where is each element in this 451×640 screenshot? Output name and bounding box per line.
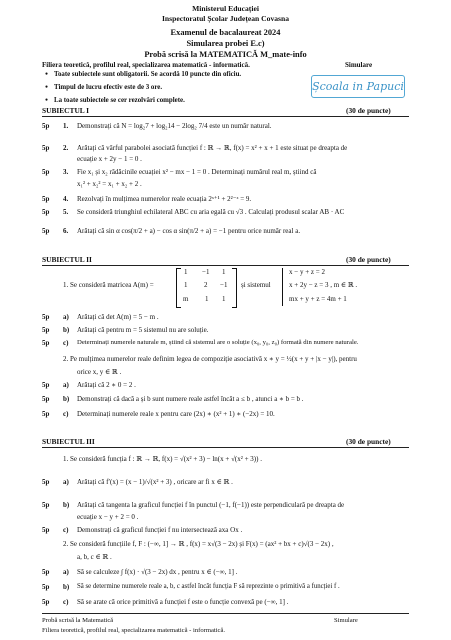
footer-right: Simulare	[334, 617, 358, 624]
question-text: Se consideră triunghiul echilateral ABC cu aria egală cu √3 . Calculați produsul scalar AB · AC	[77, 208, 345, 216]
divider	[42, 265, 409, 266]
question-text: Rezolvați în mulțimea numerelor reale ecuația 2ˣ⁺¹ + 2²⁻ˣ = 9.	[77, 195, 252, 203]
question-number: 2.	[63, 144, 69, 152]
question-text: Determinați numerele naturale m, știind că sistemul are o soluție (x₀, y₀, z₀) formată din numere naturale.	[77, 339, 359, 346]
question-text-cont: x₁² + x₂² = x₁ + x₂ + 2 .	[77, 180, 142, 188]
question-text: Demonstrați că graficul funcției f nu intersectează axa Ox .	[77, 526, 243, 534]
subject-title: Probă scrisă la MATEMATICĂ M_mate-info	[144, 50, 307, 59]
matrix-cell: 2	[204, 281, 208, 289]
question-text: Arătați că pentru m = 5 sistemul nu are soluție.	[77, 326, 209, 334]
system-eq: mx + y + z = 4m + 1	[289, 295, 347, 303]
question-number: a)	[63, 313, 69, 321]
question-text: Arătați că det A(m) = 5 − m .	[77, 313, 159, 321]
score: 5p	[42, 122, 50, 130]
score: 5p	[42, 568, 50, 576]
question-text: Arătați că sin α cos(π/2 + a) − cos α sin(π/2 + a) = −1 pentru orice număr real a.	[77, 227, 301, 235]
question-text: Determinați numerele reale x pentru care (2x) ∗ (x² + 1) ∗ (−2x) = 10.	[77, 410, 275, 418]
question-text: Demonstrați că dacă a și b sunt numere reale astfel încât a ≤ b , atunci a ∗ b = b .	[77, 395, 304, 403]
question-number: 1.	[63, 122, 69, 130]
rule-item: ● Timpul de lucru efectiv este de 3 ore.	[54, 84, 162, 91]
matrix-cell: 1	[205, 295, 209, 303]
question-number: a)	[63, 381, 69, 389]
exam-title: Examenul de bacalaureat 2024	[170, 28, 281, 37]
question-text: Să se arate că orice primitivă a funcției f este o funcție convexă pe (−∞, 1] .	[77, 598, 289, 606]
score: 5p	[42, 144, 50, 152]
matrix-cell: 1	[184, 281, 188, 289]
score: 5p	[42, 227, 50, 235]
question-number: c)	[63, 410, 69, 418]
score: 5p	[42, 583, 50, 591]
question-number: a)	[63, 478, 69, 486]
score: 5p	[42, 410, 50, 418]
score: 5p	[42, 326, 50, 334]
question-number: c)	[63, 526, 69, 534]
track-line: Filiera teoretică, profilul real, specializarea matematică - informatică.	[42, 61, 250, 69]
matrix-cell: m	[183, 295, 189, 303]
question-number: 6.	[63, 227, 69, 235]
question-text: Demonstrați că N = log₂7 + log₂14 − 2log₂ 7/4 este un număr natural.	[77, 122, 272, 130]
system-eq: x − y + z = 2	[289, 268, 325, 276]
section-1-points: (30 de puncte)	[346, 106, 391, 115]
question-text: Să se determine numerele reale a, b, c astfel încât funcția F să reprezinte o primitivă a funcției f .	[77, 583, 340, 590]
s3-intro-2-cont: a, b, c ∈ ℝ .	[77, 553, 112, 561]
rule-item: ● Toate subiectele sunt obligatorii. Se acordă 10 puncte din oficiu.	[54, 71, 241, 78]
section-2-title: SUBIECTUL II	[42, 255, 92, 264]
question-number: c)	[63, 598, 69, 606]
school-stamp-logo: Școala in Papuci	[311, 75, 405, 98]
s3-intro: 1. Se consideră funcția f : ℝ → ℝ, f(x) = √(x² + 3) − ln(x + √(x² + 3)) .	[63, 455, 262, 463]
question-number: c)	[63, 339, 69, 347]
matrix-cell: 1	[222, 268, 226, 276]
question-number: 5.	[63, 208, 69, 216]
track-right: Simulare	[345, 61, 373, 69]
question-text: Arătați că 2 ∗ 0 = 2 .	[77, 381, 136, 389]
s3-intro-2: 2. Se consideră funcțiile f, F : (−∞, 1] → ℝ , f(x) = x√(3 − 2x) și F(x) = (ax² + bx + c)√(3 − 2x) ,	[63, 540, 334, 548]
s2-intro: 1. Se consideră matricea A(m) =	[63, 281, 154, 289]
question-number: b)	[63, 395, 70, 403]
matrix-bracket-right	[232, 268, 237, 308]
score: 5p	[42, 478, 50, 486]
score: 5p	[42, 339, 50, 347]
score: 5p	[42, 313, 50, 321]
rule-item: ● La toate subiectele se cer rezolvări complete.	[54, 97, 185, 104]
question-text-cont: ecuație x − y + 2 = 0 .	[77, 513, 139, 521]
matrix-bracket-left	[176, 268, 181, 308]
question-text: Arătați că vârful parabolei asociată funcției f : ℝ → ℝ, f(x) = x² + x + 1 este situat pe dreapta de	[77, 144, 348, 152]
s2-intro-2-cont: orice x, y ∈ ℝ .	[77, 368, 122, 376]
inspectorate-title: Inspectoratul Școlar Județean Covasna	[161, 14, 290, 23]
score: 5p	[42, 501, 50, 509]
question-number: a)	[63, 568, 69, 576]
section-1-title: SUBIECTUL I	[42, 106, 90, 115]
score: 5p	[42, 195, 50, 203]
score: 5p	[42, 381, 50, 389]
question-number: 3.	[63, 168, 69, 176]
matrix-cell: 1	[222, 295, 226, 303]
section-3-title: SUBIECTUL III	[42, 437, 95, 446]
score: 5p	[42, 168, 50, 176]
footer-divider	[42, 613, 409, 614]
footer-left-2: Filiera teoretică, profilul real, specializarea matematică - informatică.	[42, 627, 226, 634]
question-text-cont: ecuație x + 2y − 1 = 0 .	[77, 155, 142, 163]
score: 5p	[42, 526, 50, 534]
divider	[42, 116, 409, 117]
system-eq: x + 2y − z = 3 , m ∈ ℝ .	[289, 281, 358, 289]
question-number: b)	[63, 583, 70, 591]
question-number: b)	[63, 326, 70, 334]
system-brace	[282, 268, 286, 306]
system-label: și sistemul	[241, 281, 271, 289]
score: 5p	[42, 208, 50, 216]
simulation-title: Simularea probei E.c)	[186, 39, 265, 48]
ministry-title: Ministerul Educației	[192, 4, 259, 13]
question-text: Fie x₁ și x₂ rădăcinile ecuației x² − mx − 1 = 0 . Determinați numărul real m, știind că	[77, 168, 317, 176]
question-number: b)	[63, 501, 70, 509]
divider	[42, 447, 409, 448]
matrix-cell: −1	[220, 281, 228, 289]
question-text: Să se calculeze ∫ f(x) · √(3 − 2x) dx , pentru x ∈ (−∞, 1] .	[77, 568, 238, 576]
question-number: 4.	[63, 195, 69, 203]
section-2-points: (30 de puncte)	[346, 255, 391, 264]
question-text: Arătați că f′(x) = (x − 1)/√(x² + 3) , oricare ar fi x ∈ ℝ .	[77, 478, 233, 486]
score: 5p	[42, 598, 50, 606]
section-3-points: (30 de puncte)	[346, 437, 391, 446]
matrix-cell: 1	[184, 268, 188, 276]
footer-left-1: Probă scrisă la Matematică	[42, 617, 114, 624]
matrix-cell: −1	[202, 268, 210, 276]
question-text: Arătați că tangenta la graficul funcției f în punctul (−1, f(−1)) este perpendiculară pe dreapta de	[77, 501, 345, 509]
s2-intro-2: 2. Pe mulțimea numerelor reale definim legea de compoziție asociativă x ∗ y = ½(x + y + |x − y|), pentru	[63, 355, 357, 363]
score: 5p	[42, 395, 50, 403]
